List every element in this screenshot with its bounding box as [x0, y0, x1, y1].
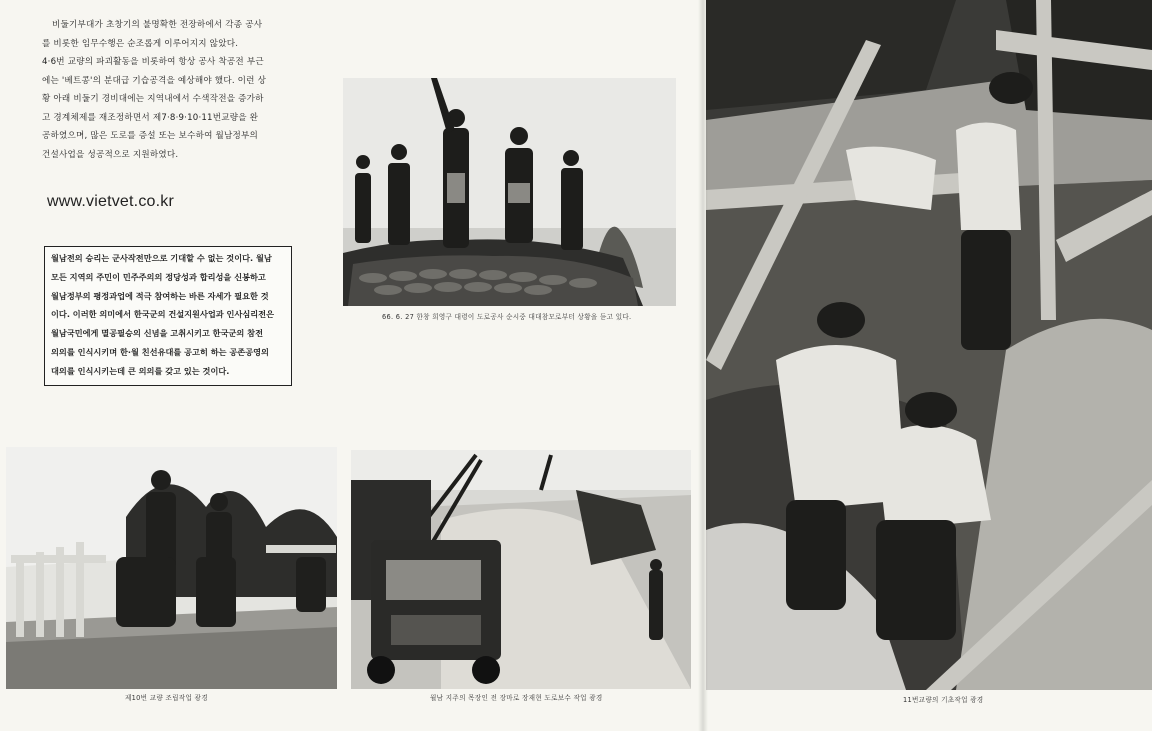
officers-photo-caption: 66. 6. 27 한창 희영구 대령이 도로공사 순시중 대대참모로부터 상황을 듣고 있다. — [382, 313, 632, 321]
paragraph-line: 비둘기부대가 초창기의 불명확한 전장하에서 각종 공사 — [52, 20, 263, 30]
paragraph-line: 에는 '베트콩'의 분대급 기습공격을 예상해야 했다. 이런 상 — [42, 75, 267, 86]
quote-line: 의의를 인식시키며 한·월 친선유대를 공고히 하는 공존공영의 — [51, 346, 269, 357]
paragraph-line: 4·6번 교량의 파괴활동을 비롯하여 항상 공사 착공전 부근 — [42, 57, 264, 67]
quote-line: 모든 지역의 주민이 민주주의의 정당성과 합리성을 신봉하고 — [51, 271, 266, 282]
paragraph-line: 고 경계체제를 재조정하면서 제7·8·9·10·11번교량을 완 — [42, 112, 259, 123]
paragraph-line: 건설사업을 성공적으로 지원하였다. — [42, 149, 179, 160]
quote-line: 월남정부의 평정과업에 적극 참여하는 바른 자세가 필요한 것 — [51, 290, 269, 301]
page-gutter — [698, 0, 708, 731]
quote-line: 월남전의 승리는 군사작전만으로 기대할 수 없는 것이다. 월남 — [51, 253, 272, 263]
bridge-photo-caption: 제10번 교량 조립작업 광경 — [125, 694, 208, 702]
body-paragraph — [42, 16, 294, 164]
officers-photo — [343, 78, 676, 306]
truck-photo-caption: 월남 지주의 목장인 전 장마로 장재현 도로보수 작업 광경 — [430, 694, 603, 702]
paragraph-line: 공하였으며, 많은 도로를 증설 또는 보수하여 월남정부의 — [42, 131, 259, 141]
quote-line: 월남국민에게 멸공필승의 신념을 고취시키고 한국군의 참전 — [51, 328, 263, 339]
quote-line: 대의를 인식시키는데 큰 의의를 갖고 있는 것이다. — [51, 365, 230, 376]
bridge-photo — [6, 447, 337, 689]
quote-line: 이다. 이러한 의미에서 한국군의 건설지원사업과 인사심리전은 — [51, 309, 275, 320]
paragraph-line: 황 아래 비둘기 경비대에는 지역내에서 수색작전을 증가하 — [42, 94, 264, 104]
paragraph-line: 를 비롯한 임무수행은 순조롭게 이루어지지 않았다. — [42, 38, 239, 49]
quote-box — [44, 246, 292, 386]
foundation-photo-caption: 11번교량의 기초작업 광경 — [903, 696, 984, 704]
truck-photo — [351, 450, 691, 689]
foundation-photo — [706, 0, 1152, 690]
watermark-url: www.vietvet.co.kr — [47, 193, 174, 210]
